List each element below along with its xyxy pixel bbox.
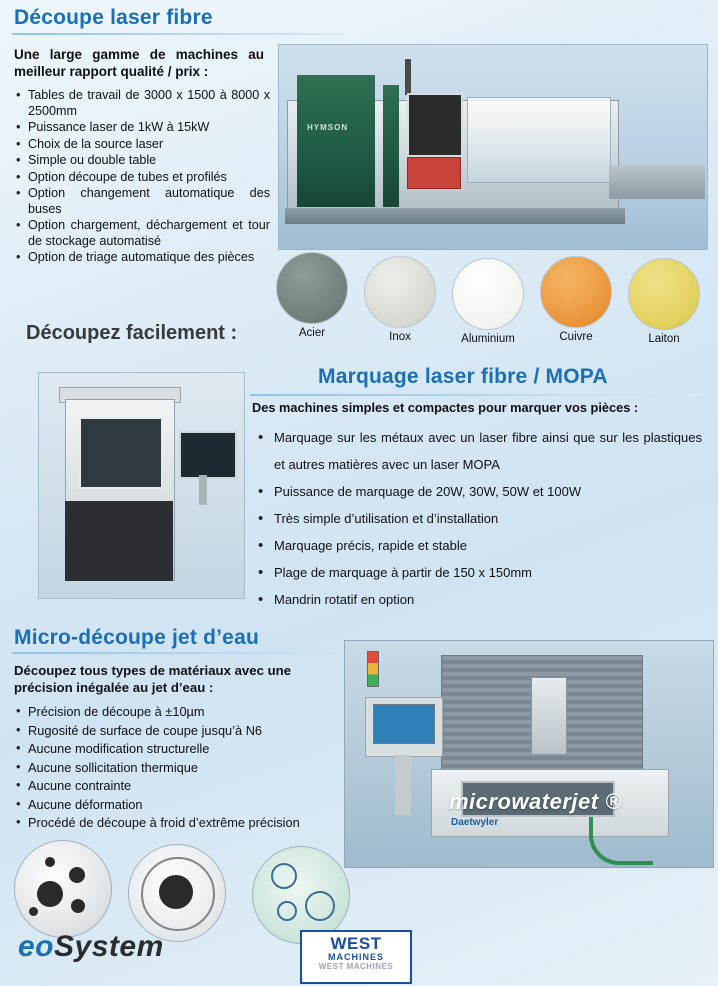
logo-suffix: System	[54, 930, 164, 963]
section-divider	[12, 652, 392, 654]
waterjet-feature-list	[14, 703, 359, 833]
monitor-stand	[199, 475, 207, 505]
company-logo-text	[18, 930, 164, 964]
fiber-laser-cutting-machine-photo	[278, 44, 708, 250]
waterjet-machine-photo	[344, 640, 714, 868]
list-item: • Option de triage automatique des pièces	[14, 250, 270, 266]
machine-base	[285, 208, 625, 224]
waterjet-brand-name	[449, 789, 622, 815]
list-item: • Rugosité de surface de coupe jusqu’à N6	[14, 722, 359, 740]
section-laser-cutting-intro: Une large gamme de machines au meilleur rapport qualité / prix :	[14, 47, 264, 79]
machine-control-arm	[405, 59, 411, 95]
list-item: • Procédé de découpe à froid d’extrême précision	[14, 814, 359, 832]
console-screen	[373, 704, 435, 744]
machine-monitor	[179, 431, 237, 479]
west-logo-line2: MACHINES	[327, 952, 384, 962]
brand-part-micro: micro	[449, 789, 512, 814]
list-item: • Option découpe de tubes et profilés	[14, 170, 270, 186]
list-item: • Option changement automatique des buses	[14, 186, 270, 217]
console-post	[395, 755, 411, 815]
list-item: • Puissance laser de 1kW à 15kW	[14, 120, 270, 136]
section-laser-marking-intro: Des machines simples et compactes pour marquer vos pièces :	[252, 400, 639, 415]
laser-marking-feature-list	[256, 424, 702, 613]
material-swatch	[448, 258, 528, 345]
machine-brand-label: HYMSON	[307, 123, 349, 132]
section-laser-cutting-title: Découpe laser fibre	[14, 6, 213, 29]
brand-part-jet: jet ®	[571, 789, 622, 814]
material-disc-acier	[276, 252, 348, 324]
material-swatch-row	[272, 252, 708, 350]
water-hose	[589, 817, 653, 865]
material-disc-laiton	[628, 258, 700, 330]
sample-parts-photos	[6, 838, 350, 938]
list-item: • Puissance de marquage de 20W, 30W, 50W et 100W	[256, 478, 702, 505]
section-divider	[250, 394, 705, 396]
list-item: • Tables de travail de 3000 x 1500 à 8000 x 2500mm	[14, 88, 270, 119]
logo-prefix: eo	[18, 930, 55, 963]
waterjet-brand-sub: Daetwyler	[451, 817, 499, 828]
west-logo-line1: WEST	[330, 934, 382, 953]
machine-loading-rail	[609, 165, 705, 199]
list-item: • Simple ou double table	[14, 153, 270, 169]
section-waterjet-intro: Découpez tous types de matériaux avec une précision inégalée au jet d’eau :	[14, 663, 292, 695]
list-item: • Choix de la source laser	[14, 137, 270, 153]
material-label: Acier	[298, 327, 326, 339]
section-divider	[12, 33, 342, 35]
list-item: • Aucune sollicitation thermique	[14, 759, 359, 777]
material-label: Cuivre	[559, 331, 593, 343]
material-swatch	[536, 256, 616, 343]
machine-window	[79, 417, 163, 489]
machine-enclosure-window	[467, 97, 611, 183]
machine-lower-base	[65, 501, 173, 581]
west-logo-line3: WEST MACHINES	[318, 962, 394, 971]
list-item: • Marquage sur les métaux avec un laser fibre ainsi que sur les plastiques et autres matières avec un laser MOPA	[256, 424, 702, 478]
section-laser-marking-title: Marquage laser fibre / MOPA	[318, 365, 608, 388]
laser-cutting-feature-list	[14, 88, 270, 267]
list-item: • Option chargement, déchargement et tour de stockage automatisé	[14, 218, 270, 249]
machine-green-cabinet	[297, 75, 375, 207]
machine-green-panel	[383, 85, 399, 207]
list-item: • Très simple d’utilisation et d’installation	[256, 505, 702, 532]
list-item: • Mandrin rotatif en option	[256, 586, 702, 613]
material-disc-aluminium	[452, 258, 524, 330]
list-item: • Plage de marquage à partir de 150 x 150mm	[256, 559, 702, 586]
material-disc-inox	[364, 256, 436, 328]
material-label: Laiton	[648, 333, 680, 345]
machine-red-panel	[407, 157, 461, 189]
section-waterjet-title: Micro-découpe jet d’eau	[14, 626, 259, 649]
list-item: • Aucune contrainte	[14, 777, 359, 795]
material-disc-cuivre	[540, 256, 612, 328]
sample-disc-1	[14, 840, 112, 938]
material-swatch	[624, 258, 704, 345]
list-item: • Aucune modification structurelle	[14, 740, 359, 758]
material-label: Inox	[389, 331, 411, 343]
machine-hmi-screen	[407, 93, 463, 157]
laser-marking-machine-photo	[38, 372, 245, 599]
cut-easily-subtitle: Découpez facilement :	[26, 322, 238, 344]
material-label: Aluminium	[461, 333, 515, 345]
list-item: • Précision de découpe à ±10µm	[14, 703, 359, 721]
material-swatch	[272, 252, 352, 339]
list-item: • Aucune déformation	[14, 796, 359, 814]
list-item: • Marquage précis, rapide et stable	[256, 532, 702, 559]
west-machines-logo	[300, 930, 412, 984]
cutting-head	[531, 677, 567, 755]
material-swatch	[360, 256, 440, 343]
brand-part-water: water	[511, 789, 572, 814]
signal-tower-icon	[367, 651, 379, 687]
sample-disc-2	[128, 844, 226, 942]
